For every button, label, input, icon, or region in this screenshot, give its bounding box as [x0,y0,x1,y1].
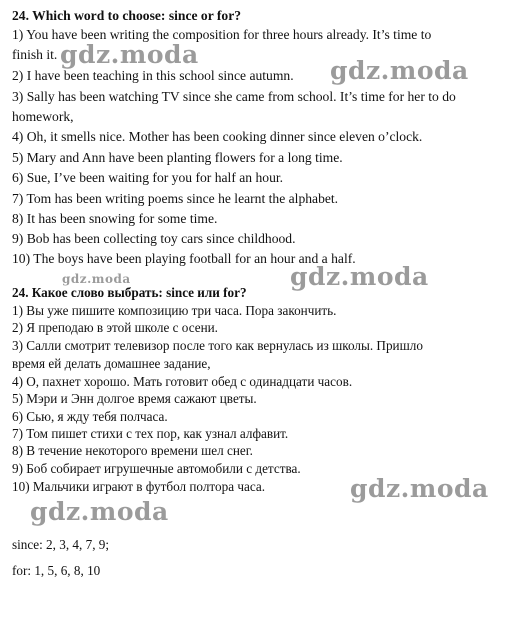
exercise-line: 8) It has been snowing for some time. [12,211,218,226]
watermark-logo: gdz.moda [290,262,429,291]
watermark-logo: gdz.moda [60,40,199,69]
translation-line: 5) Мэри и Энн долгое время сажают цветы. [12,391,257,406]
translation-line: 8) В течение некоторого времени шел снег. [12,443,253,458]
exercise-line: 1) You have been writing the composition for three hours already. It’s time to [12,27,432,42]
exercise-line: 4) Oh, it smells nice. Mother has been cooking dinner since eleven o’clock. [12,129,423,144]
exercise-line: 10) The boys have been playing football for an hour and a half. [12,251,356,266]
translation-line: 3) Салли смотрит телевизор после того как вернулась из школы. Пришло [12,338,423,353]
translation-line: 6) Сью, я жду тебя полчаса. [12,409,168,424]
watermark-logo: gdz.moda [350,474,489,503]
answer-for: for: 1, 5, 6, 8, 10 [12,563,101,578]
translation-line: 9) Боб собирает игрушечные автомобили с детства. [12,461,301,476]
exercise-line: 6) Sue, I’ve been waiting for you for half an hour. [12,170,284,185]
exercise-heading-ru: 24. Какое слово выбрать: since или for? [12,285,247,300]
exercise-line: 7) Tom has been writing poems since he learnt the alphabet. [12,191,339,206]
exercise-line: 2) I have been teaching in this school since autumn. [12,68,294,83]
translation-line: 4) О, пахнет хорошо. Мать готовит обед с одинадцати часов. [12,374,353,389]
exercise-line: finish it. [12,47,58,62]
translation-line: 10) Мальчики играют в футбол полтора часа. [12,479,266,494]
exercise-line: 9) Bob has been collecting toy cars since childhood. [12,231,296,246]
watermark-logo: gdz.moda [62,272,131,286]
exercise-line: 3) Sally has been watching TV since she came from school. It’s time for her to do [12,89,456,104]
answer-since: since: 2, 3, 4, 7, 9; [12,537,110,552]
exercise-line: 5) Mary and Ann have been planting flowers for a long time. [12,150,343,165]
translation-line: время ей делать домашнее задание, [12,356,211,371]
watermark-logo: gdz.moda [30,497,169,526]
translation-line: 2) Я преподаю в этой школе с осени. [12,320,218,335]
exercise-line: homework, [12,109,74,124]
translation-line: 1) Вы уже пишите композицию три часа. Пора закончить. [12,303,337,318]
translation-line: 7) Том пишет стихи с тех пор, как узнал алфавит. [12,426,289,441]
exercise-heading-en: 24. Which word to choose: since or for? [12,8,242,23]
watermark-logo: gdz.moda [330,56,469,85]
